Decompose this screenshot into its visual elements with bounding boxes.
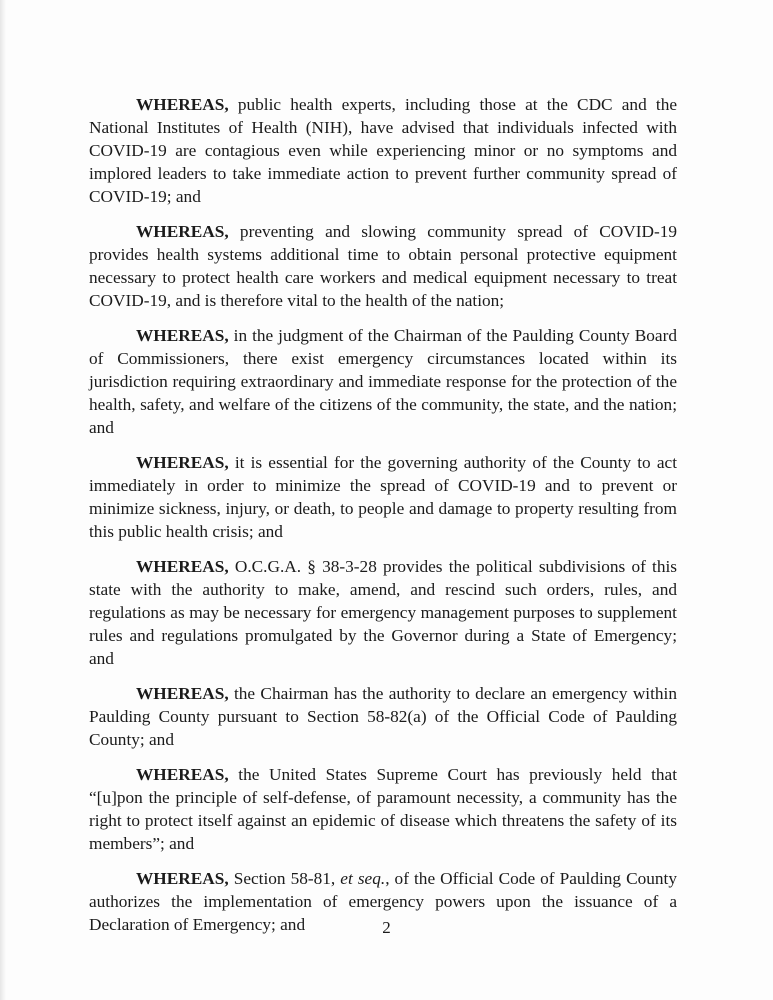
paragraph-text: Section 58-81, <box>228 869 341 888</box>
paragraph-text: preventing and slowing community spread of COVID-19 provides health systems additional time to obtain personal protective equipment necessary to protect health care workers and medical equipment necessary to treat COVID-19, and is therefore vital to the health of the nation; <box>89 222 677 310</box>
paragraph-italic-text: et seq. <box>340 869 386 888</box>
paragraph-text: in the judgment of the Chairman of the Paulding County Board of Commissioners, there exist emergency circumstances located within its jurisdiction requiring extraordinary and immediate response for the protection of the health, safety, and welfare of the citizens of the community, the state, and the nation; and <box>89 326 677 437</box>
paragraph-text: it is essential for the governing authority of the County to act immediately in order to minimize the spread of COVID-19 and to prevent or minimize sickness, injury, or death, to people and damage to property resulting from this public health crisis; and <box>89 453 677 541</box>
document-body <box>89 93 677 948</box>
paragraph-lead: WHEREAS, <box>136 326 229 345</box>
paragraph-lead: WHEREAS, <box>136 557 229 576</box>
paragraph <box>89 93 677 208</box>
paragraph <box>89 555 677 670</box>
paragraph <box>89 682 677 751</box>
paragraph-lead: WHEREAS, <box>136 95 229 114</box>
paragraph-lead: WHEREAS, <box>136 222 229 241</box>
paragraph-lead: WHEREAS, <box>136 453 229 472</box>
paragraph <box>89 324 677 439</box>
page-number: 2 <box>382 918 391 937</box>
paragraph <box>89 220 677 312</box>
paragraph <box>89 451 677 543</box>
paragraph-text: public health experts, including those at the CDC and the National Institutes of Health (NIH), have advised that individuals infected with COVID-19 are contagious even while experiencing minor or no symptoms and implored leaders to take immediate action to prevent further community spread of COVID-19; and <box>89 95 677 206</box>
paragraph-text: , of the Official Code of Paulding County authorizes the implementation of emergency powers upon the issuance of a Declaration of Emergency; and <box>89 869 677 934</box>
paragraph-lead: WHEREAS, <box>136 684 229 703</box>
paragraph-text: the United States Supreme Court has previously held that “[u]pon the principle of self-defense, of paramount necessity, a community has the right to protect itself against an epidemic of disease which threatens the safety of its members”; and <box>89 765 677 853</box>
paragraph <box>89 763 677 855</box>
paragraph-lead: WHEREAS, <box>136 869 229 888</box>
paragraph-text: the Chairman has the authority to declare an emergency within Paulding County pursuant to Section 58-82(a) of the Official Code of Paulding County; and <box>89 684 677 749</box>
paragraph-text: O.C.G.A. § 38-3-28 provides the political subdivisions of this state with the authority to make, amend, and rescind such orders, rules, and regulations as may be necessary for emergency management purposes to supplement rules and regulations promulgated by the Governor during a State of Emergency; and <box>89 557 677 668</box>
scan-edge-shadow <box>0 0 6 1000</box>
paragraph-lead: WHEREAS, <box>136 765 229 784</box>
